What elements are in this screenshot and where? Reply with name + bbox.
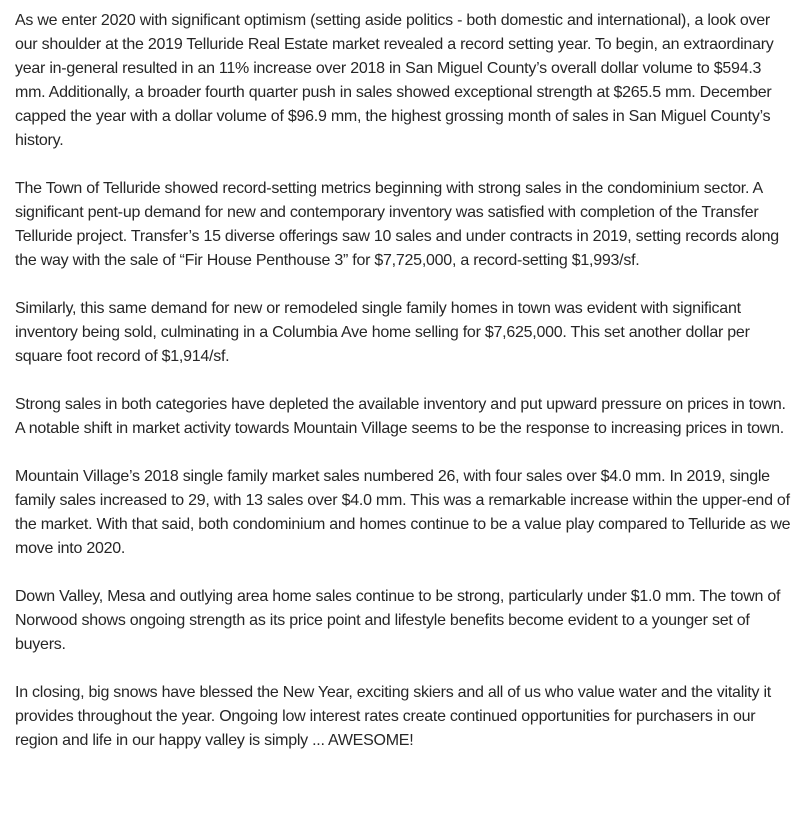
paragraph-town-condominium-sales: The Town of Telluride showed record-setting metrics beginning with strong sales in the condominium sector. A significant pent-up demand for new and contemporary inventory was satisfied with completion of the Transfer Telluride project. Transfer’s 15 diverse offerings saw 10 sales and under contracts in 2019, setting records along the way with the sale of “Fir House Penthouse 3” for $7,725,000, a record-setting $1,993/sf. xyxy=(15,180,779,269)
paragraph-mountain-village: Mountain Village’s 2018 single family market sales numbered 26, with four sales over $4.0 mm. In 2019, single family sales increased to 29, with 13 sales over $4.0 mm. This was a remarkable increase within the upper-end of the market. With that said, both condominium and homes continue to be a value play compared to Telluride as we move into 2020. xyxy=(15,468,791,557)
paragraph-inventory-pressure: Strong sales in both categories have depleted the available inventory and put upward pressure on prices in town. A notable shift in market activity towards Mountain Village seems to be the response to increasing prices in town. xyxy=(15,396,786,437)
paragraph-closing: In closing, big snows have blessed the New Year, exciting skiers and all of us who value water and the vitality it provides throughout the year. Ongoing low interest rates create continued opportunities for purchasers in our region and life in our happy valley is simply ... AWESOME! xyxy=(15,684,771,749)
paragraph-down-valley: Down Valley, Mesa and outlying area home sales continue to be strong, particularly under $1.0 mm. The town of Norwood shows ongoing strength as its price point and lifestyle benefits become evident to a younger set of buyers. xyxy=(15,588,781,653)
paragraph-town-single-family-homes: Similarly, this same demand for new or remodeled single family homes in town was evident with significant inventory being sold, culminating in a Columbia Ave home selling for $7,625,000. This set another dollar per square foot record of $1,914/sf. xyxy=(15,300,750,365)
paragraph-2019-overview: As we enter 2020 with significant optimism (setting aside politics - both domestic and international), a look over our shoulder at the 2019 Telluride Real Estate market revealed a record setting year. To begin, an extraordinary year in-general resulted in an 11% increase over 2018 in San Miguel County’s overall dollar volume to $594.3 mm. Additionally, a broader fourth quarter push in sales showed exceptional strength at $265.5 mm. December capped the year with a dollar volume of $96.9 mm, the highest grossing month of sales in San Miguel County’s history. xyxy=(15,12,774,149)
article-body xyxy=(15,9,793,753)
